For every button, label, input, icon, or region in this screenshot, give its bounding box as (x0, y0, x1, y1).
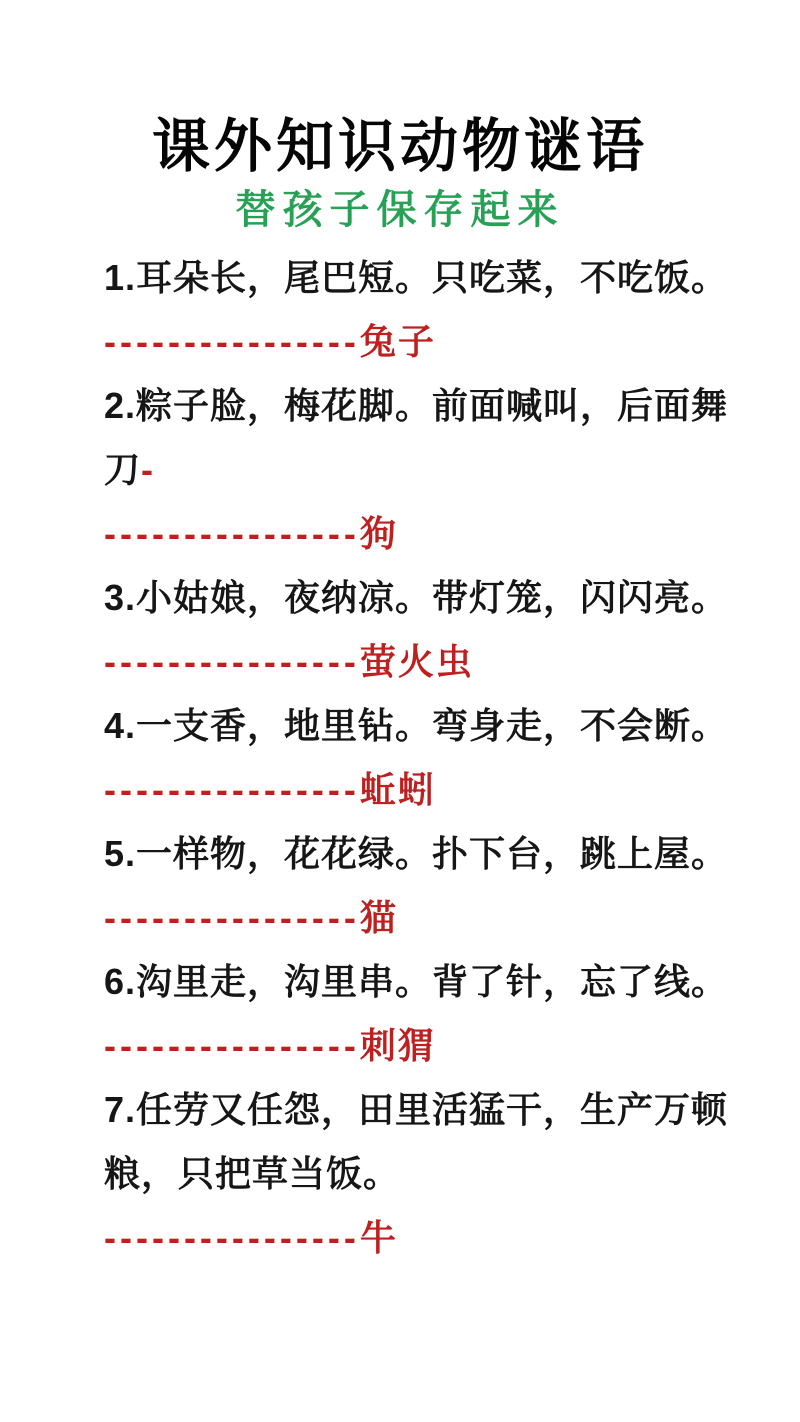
page-title: 课外知识动物谜语 (151, 114, 648, 179)
riddle-question (104, 694, 754, 758)
riddle-question-text: 4.一支香，地里钻。弯身走，不会断。 (104, 705, 729, 746)
riddle-answer-line (104, 1206, 754, 1270)
riddle-question (104, 246, 754, 310)
riddle-question (104, 822, 754, 886)
riddle-answer: 刺猬 (359, 1025, 436, 1066)
riddle-answer-line (104, 502, 754, 566)
riddle-item-1 (104, 246, 754, 374)
wrap-dash: - (141, 449, 155, 490)
riddle-answer: 兔子 (359, 321, 436, 362)
riddle-answer: 猫 (359, 897, 398, 938)
riddle-question-text: 1.耳朵长，尾巴短。只吃菜，不吃饭。 (104, 257, 729, 298)
riddle-question (104, 1078, 754, 1206)
riddle-question (104, 950, 754, 1014)
riddle-item-6 (104, 950, 754, 1078)
riddle-answer-line (104, 886, 754, 950)
riddle-question (104, 566, 754, 630)
page-subtitle: 替孩子保存起来 (235, 188, 565, 232)
riddle-answer-line (104, 630, 754, 694)
dash-line: ---------------- (104, 321, 360, 362)
riddle-answer: 蚯蚓 (359, 769, 436, 810)
riddle-question-text: 6.沟里走，沟里串。背了针，忘了线。 (104, 961, 729, 1002)
riddle-answer: 萤火虫 (359, 641, 474, 682)
riddle-item-7 (104, 1078, 754, 1270)
riddle-item-4 (104, 694, 754, 822)
riddle-question-text: 3.小姑娘，夜纳凉。带灯笼，闪闪亮。 (104, 577, 729, 618)
riddle-answer: 牛 (359, 1217, 398, 1258)
riddle-answer-line (104, 1014, 754, 1078)
riddle-item-3 (104, 566, 754, 694)
dash-line: ---------------- (104, 769, 360, 810)
riddle-answer-line (104, 758, 754, 822)
riddle-question-text: 7.任劳又任怨，田里活猛干，生产万顿粮，只把草当饭。 (104, 1089, 729, 1194)
riddle-list (0, 246, 800, 1270)
riddle-question-text: 5.一样物，花花绿。扑下台，跳上屋。 (104, 833, 729, 874)
riddle-answer: 狗 (359, 513, 398, 554)
dash-line: ---------------- (104, 1025, 360, 1066)
dash-line: ---------------- (104, 1217, 360, 1258)
dash-line: ---------------- (104, 513, 360, 554)
riddle-question (104, 374, 754, 502)
sheet-header (0, 0, 800, 234)
riddle-question-text: 2.粽子脸，梅花脚。前面喊叫，后面舞刀 (104, 385, 729, 490)
dash-line: ---------------- (104, 897, 360, 938)
riddle-answer-line (104, 310, 754, 374)
riddle-item-2 (104, 374, 754, 566)
riddle-item-5 (104, 822, 754, 950)
dash-line: ---------------- (104, 641, 360, 682)
